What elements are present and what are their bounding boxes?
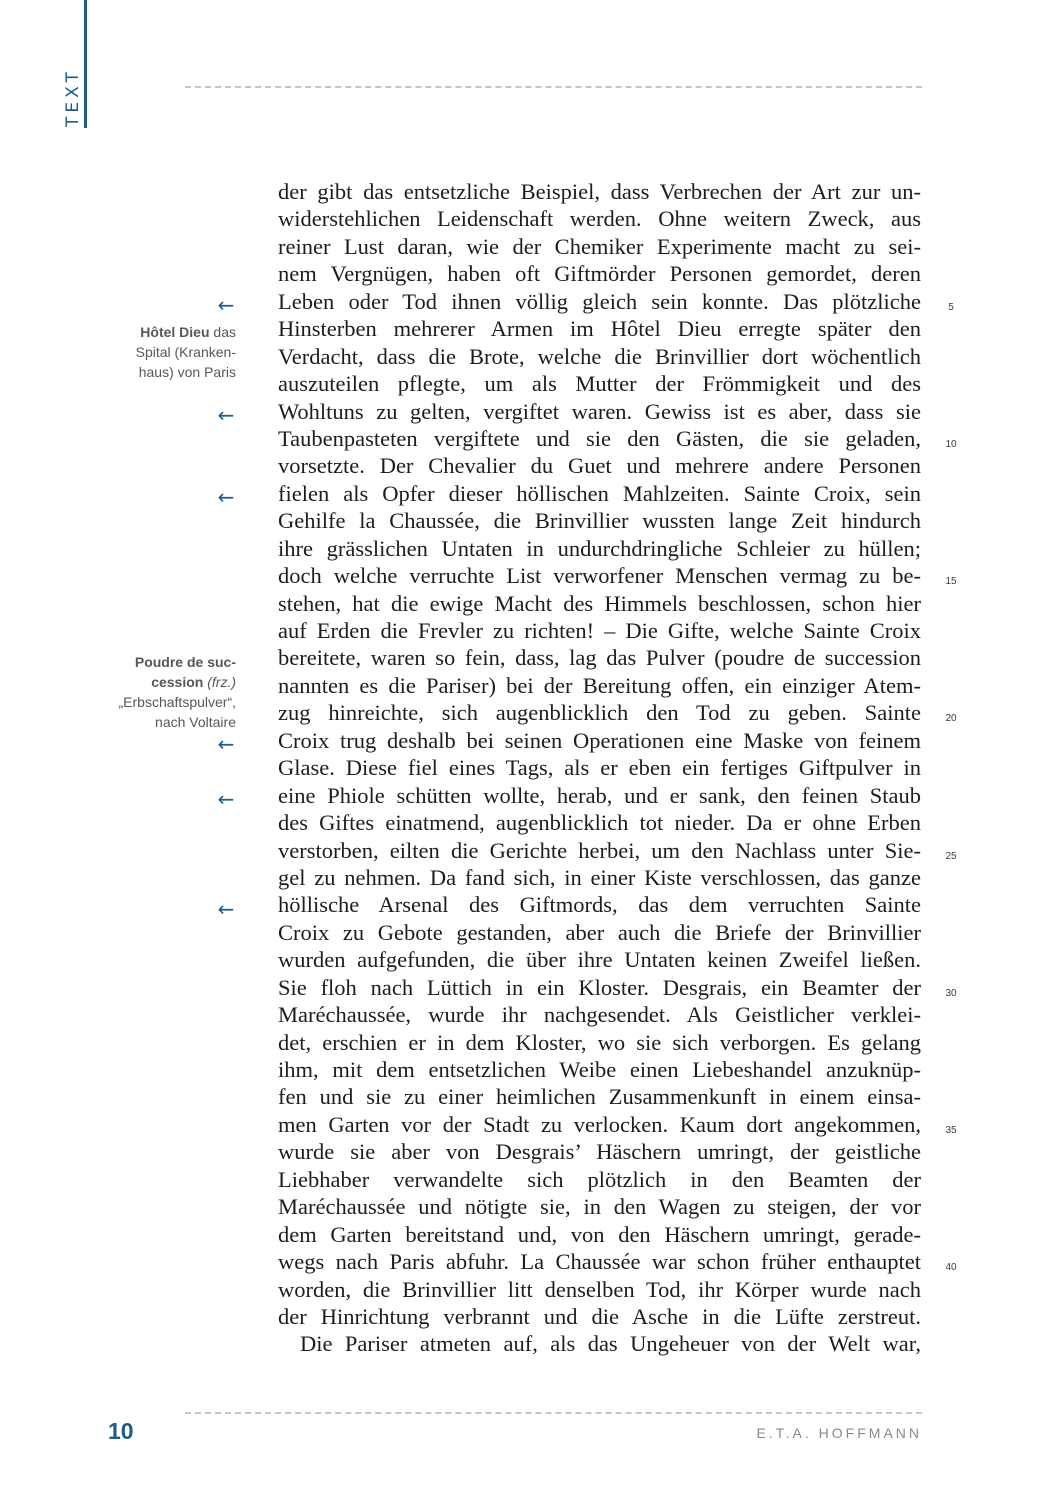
line-number: 25 — [945, 851, 957, 862]
line-number: 10 — [945, 439, 957, 450]
text-line: Croix zu Gebote gestanden, aber auch die Briefe der Brinvillier — [278, 919, 921, 945]
text-line: bereitete, waren so fein, dass, lag das Pulver (poudre de succession — [278, 645, 921, 671]
text-line: Die Pariser atmeten auf, als das Ungeheuer von der Welt war, — [300, 1331, 921, 1357]
text-line: Croix trug deshalb bei seinen Operationen eine Maske von feinem — [278, 727, 921, 753]
text-line: Liebhaber verwandelte sich plötzlich in den Beamten der — [278, 1166, 921, 1192]
text-line: verstorben, eilten die Gerichte herbei, um den Nachlass unter Sie- — [278, 837, 921, 863]
text-line: Taubenpasteten vergiftete und sie den Gästen, die sie geladen, — [278, 425, 921, 451]
text-line: wurden aufgefunden, die über ihre Untaten keinen Zweifel ließen. — [278, 947, 921, 973]
text-line: doch welche verruchte List verworfener Menschen vermag zu be- — [278, 563, 921, 589]
margin-arrow: ← — [217, 485, 235, 509]
running-author: E.T.A. HOFFMANN — [756, 1425, 922, 1441]
text-line: nannten es die Pariser) bei der Bereitung offen, ein einziger Atem- — [278, 672, 921, 698]
text-line: worden, die Brinvillier litt denselben Tod, ihr Körper wurde nach — [278, 1276, 921, 1302]
text-line: stehen, hat die ewige Macht des Himmels beschlossen, schon hier — [278, 590, 921, 616]
text-line: Maréchaussée, wurde ihr nachgesendet. Als Geistlicher verklei- — [278, 1002, 921, 1028]
margin-arrow: ← — [217, 293, 235, 317]
text-line: ihre grässlichen Untaten in undurchdringliche Schleier zu hüllen; — [278, 535, 921, 561]
text-line: der Hinrichtung verbrannt und die Asche in die Lüfte zerstreut. — [278, 1303, 921, 1329]
text-line: wegs nach Paris abfuhr. La Chaussée war schon früher enthauptet — [278, 1249, 921, 1275]
gloss-term: cession — [151, 674, 204, 690]
text-line: vorsetzte. Der Chevalier du Guet und mehrere andere Personen — [278, 453, 921, 479]
gloss-text: haus) von Paris — [138, 364, 236, 380]
text-line: ihm, mit dem entsetzlichen Weibe einen Liebeshandel anzuknüp- — [278, 1057, 921, 1082]
text-line: gel zu nehmen. Da fand sich, in einer Kiste verschlossen, das ganze — [278, 864, 921, 890]
text-line: men Garten vor der Stadt zu verlocken. Kaum dort angekommen, — [278, 1111, 921, 1137]
text-line: auf Erden die Frevler zu richten! – Die Gifte, welche Sainte Croix — [278, 618, 921, 643]
text-line: Sie floh nach Lüttich in ein Kloster. Desgrais, ein Beamter der — [278, 974, 921, 1000]
margin-arrow: ← — [217, 787, 235, 811]
gloss-text: nach Voltaire — [155, 714, 236, 730]
gloss-hotel-dieu — [136, 322, 236, 382]
gloss-poudre-de-succession — [119, 652, 236, 732]
gloss-text: Spital (Kranken- — [135, 344, 236, 360]
text-line: Verdacht, dass die Brote, welche die Brinvillier dort wöchentlich — [278, 343, 921, 369]
text-line: höllische Arsenal des Giftmords, das dem verruchten Sainte — [278, 892, 921, 918]
line-number: 5 — [948, 302, 954, 313]
text-line: wurde sie aber von Desgrais’ Häschern umringt, der geistliche — [278, 1139, 921, 1165]
gloss-term: Poudre de suc- — [134, 654, 236, 670]
footer-dashed-rule — [185, 1412, 922, 1414]
text-line: Leben oder Tod ihnen völlig gleich sein konnte. Das plötzliche — [278, 288, 921, 314]
text-line: fielen als Opfer dieser höllischen Mahlzeiten. Sainte Croix, sein — [278, 480, 921, 506]
gloss-term: Hôtel Dieu — [140, 324, 210, 340]
text-line: widerstehlichen Leidenschaft werden. Ohne weitern Zweck, aus — [278, 206, 921, 232]
text-line: nem Vergnügen, haben oft Giftmörder Personen gemordet, deren — [278, 261, 921, 287]
margin-arrow: ← — [217, 897, 235, 921]
gloss-text: das — [209, 324, 236, 340]
text-line: Maréchaussée und nötigte sie, in den Wagen zu steigen, der vor — [278, 1194, 921, 1220]
text-line: zug hinreichte, sich augenblicklich den Tod zu geben. Sainte — [278, 700, 921, 726]
text-line: Glase. Diese fiel eines Tags, als er eben ein fertiges Giftpulver in — [278, 755, 921, 781]
text-line: dem Garten bereitstand und, von den Häschern umringt, gerade- — [278, 1221, 921, 1247]
line-number: 30 — [945, 988, 957, 999]
margin-arrow: ← — [217, 403, 235, 427]
text-line: Wohltuns zu gelten, vergiftet waren. Gewiss ist es aber, dass sie — [278, 398, 921, 424]
text-line: auszuteilen pflegte, um als Mutter der Frömmigkeit und des — [278, 371, 921, 397]
line-number: 15 — [945, 576, 957, 587]
line-number: 40 — [945, 1262, 957, 1273]
text-line: fen und sie zu einer heimlichen Zusammenkunft in einem einsa- — [278, 1084, 921, 1110]
text-line: det, erschien er in dem Kloster, wo sie sich verborgen. Es gelang — [278, 1029, 921, 1055]
text-line: eine Phiole schütten wollte, herab, und er sank, den feinen Staub — [278, 782, 921, 808]
text-line: Gehilfe la Chaussée, die Brinvillier wussten lange Zeit hindurch — [278, 508, 921, 534]
text-line: reiner Lust daran, wie der Chemiker Experimente macht zu sei- — [278, 233, 921, 259]
line-number: 35 — [945, 1125, 957, 1136]
gloss-language: (frz.) — [203, 674, 236, 690]
text-line: Hinsterben mehrerer Armen im Hôtel Dieu erregte später den — [278, 316, 921, 342]
header-dashed-rule — [185, 86, 922, 88]
section-label: TEXT — [63, 68, 83, 127]
body-text — [278, 178, 921, 1358]
text-line: des Giftes einatmend, augenblicklich tot nieder. Da er ohne Erben — [278, 810, 921, 836]
line-number: 20 — [945, 713, 957, 724]
gloss-text: „Erbschaftspulver“, — [118, 694, 236, 710]
text-line: der gibt das entsetzliche Beispiel, dass Verbrechen der Art zur un- — [278, 179, 921, 204]
section-rule — [84, 0, 87, 128]
margin-arrow: ← — [217, 732, 235, 756]
page-number: 10 — [108, 1418, 134, 1444]
